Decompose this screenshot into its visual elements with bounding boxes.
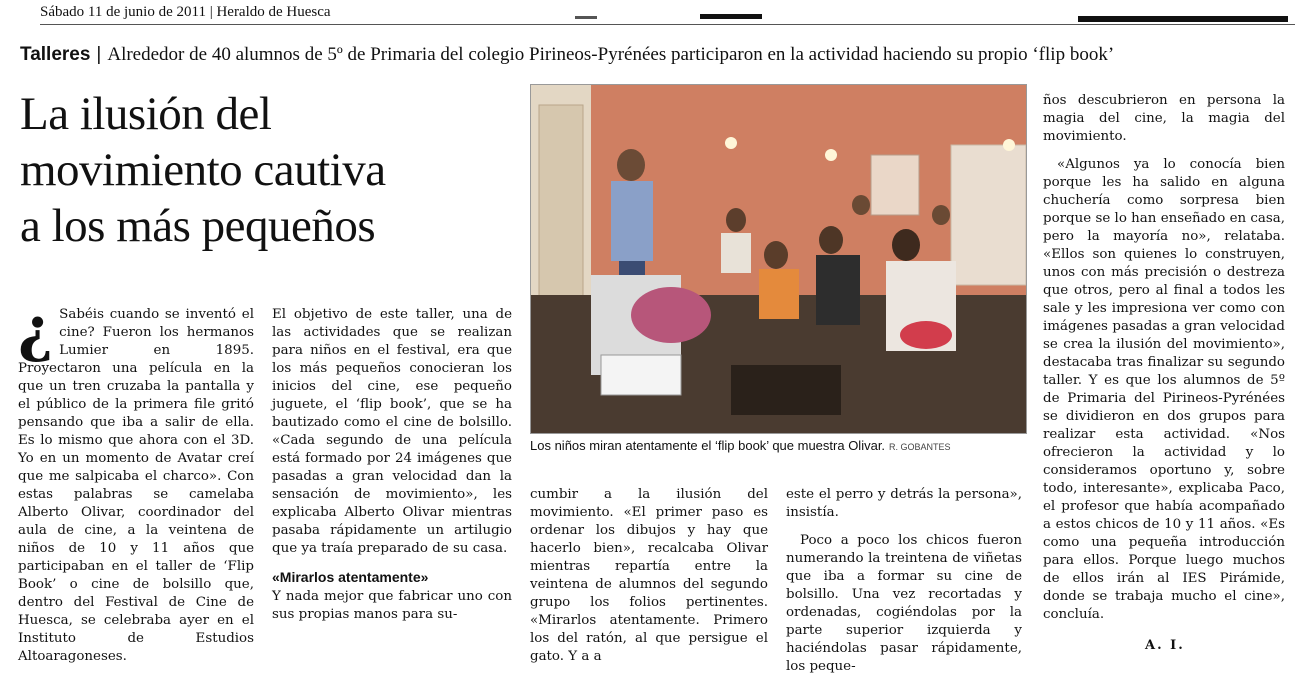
top-bar bbox=[575, 16, 597, 19]
body-column-4 bbox=[786, 486, 1022, 686]
top-bar bbox=[1078, 16, 1288, 22]
col1-paragraph: Sabéis cuando se inventó el cine? Fueron los hermanos Lumier en 1895. Proyectaron una película en la que un tren cruzaba la pantalla y el público de la primera file gritó pensando que iba a salir de ella. Es lo mismo que ahora con el 3D. Yo en un momento de Avatar creí que me salpicaba el charco». Con estas palabras se camelaba Alberto Olivar, coordinador del aula de cine, a la veintena de niños de 10 y 11 años que participaban en el taller de ‘Flip Book’ o cine de bolsillo que, dentro del Festival de Cine de Huesca, se celebraba ayer en el Instituto de Estudios Altoaragoneses. bbox=[18, 307, 254, 664]
col5-paragraph-2: «Algunos ya lo conocía bien porque les ha salido en alguna chuchería como sorpresa bien porque se lo han enseñado en casa, pero la mayoría no», relataba. «Ellos son quienes lo construyen, unos con más precisión o destreza que otros, pero al final a todos les sale y les impresiona ver como con imágenes pasadas a gran velocidad se crea la ilusión del movimiento», destacaba tras finalizar su segundo taller. Y es que los alumnos de 5º de Primaria del Pirineos-Pyrénées se dividieron en dos grupos para realizar esta actividad. «Nos ofrecieron la actividad y lo consideramos oportuno y, sobre todo, interesante», explicaba Paco, el profesor que había acompañado a estos chicos de 10 y 11 años. «Es como una pequeña introducción para ellos. Porque luego muchos de ellos irán al IES Pirámide, donde se trabaja mucho el cine», concluía. bbox=[1043, 157, 1285, 622]
header-rule bbox=[40, 24, 1295, 25]
kicker-separator: | bbox=[96, 44, 102, 65]
dropcap: ¿ bbox=[18, 295, 54, 365]
col2-paragraph-2: Y nada mejor que fabricar uno con sus propias manos para su- bbox=[272, 589, 512, 622]
photo-caption bbox=[530, 438, 1025, 453]
photo-credit: R. GOBANTES bbox=[889, 442, 951, 452]
section-label: Talleres bbox=[20, 44, 91, 65]
top-bar bbox=[700, 14, 762, 19]
col5-paragraph-1: ños descubrieron en persona la magia del cine, la magia del movimiento. bbox=[1043, 93, 1285, 144]
headline-line-2: movimiento cautiva bbox=[20, 144, 386, 196]
body-column-2 bbox=[272, 306, 512, 634]
headline bbox=[20, 86, 520, 254]
col2-paragraph-1: El objetivo de este taller, una de las actividades que se realizan para niños en el festival, era que los más pequeños conocieran los inicios del cine, ese pequeño juguete, el ‘flip book’, que se ha bautizado como el cine de bolsillo. «Cada segundo de una película está formado por 24 imágenes que pasadas a gran velocidad dan la sensación de movimiento», les explicaba Alberto Olivar mientras pasaba rápidamente un artilugio que ya traía preparado de su casa. bbox=[272, 307, 512, 556]
headline-line-3: a los más pequeños bbox=[20, 200, 376, 252]
subhead: «Mirarlos atentamente» bbox=[272, 569, 429, 585]
body-column-5 bbox=[1043, 92, 1285, 634]
article-photo bbox=[530, 84, 1027, 434]
col4-paragraph-2: Poco a poco los chicos fueron numerando la treintena de viñetas que iba a formar su cine de bolsillo. Una vez recortadas y ordenadas, cogiéndolas por la parte superior izquierda y haciéndolas pasar rápidamente, los peque- bbox=[786, 533, 1022, 674]
col4-paragraph-1: este el perro y detrás la persona», insistía. bbox=[786, 487, 1022, 520]
body-column-3 bbox=[530, 486, 768, 676]
kicker-text: Alrededor de 40 alumnos de 5º de Primaria del colegio Pirineos-Pyrénées participaron en la actividad haciendo su propio ‘flip book’ bbox=[107, 44, 1115, 65]
photo-illustration bbox=[531, 85, 1026, 433]
body-column-1 bbox=[18, 295, 254, 676]
headline-line-1: La ilusión del bbox=[20, 88, 272, 140]
author-signature: A. I. bbox=[1145, 638, 1185, 653]
header-date-line: Sábado 11 de junio de 2011 | Heraldo de Huesca bbox=[40, 4, 331, 20]
col3-paragraph: cumbir a la ilusión del movimiento. «El primer paso es ordenar los dibujos y hay que hacerlo bien», recalcaba Olivar mientras repartía entre la veintena de alumnos del segundo grupo los folios pertinentes. «Mirarlos atentamente. Primero los del ratón, al que persigue el gato. Y a a bbox=[530, 487, 768, 664]
kicker-line bbox=[20, 44, 1114, 66]
caption-text: Los niños miran atentamente el ‘flip book’ que muestra Olivar. bbox=[530, 438, 886, 453]
